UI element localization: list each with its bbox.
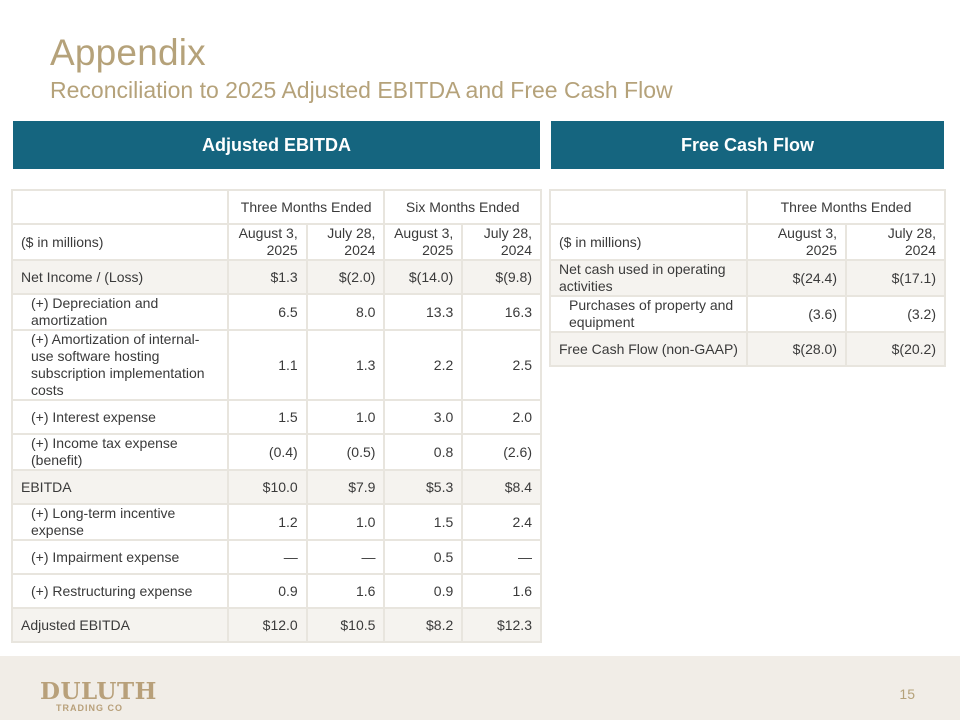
table-cell: 2.0 xyxy=(463,401,540,433)
table-cell: 0.9 xyxy=(229,575,306,607)
duluth-trading-logo-icon xyxy=(40,678,157,718)
row-label: (+) Interest expense xyxy=(13,401,227,433)
unit-label: ($ in millions) xyxy=(551,225,746,259)
table-cell: (2.6) xyxy=(463,435,540,469)
table-cell: 1.1 xyxy=(229,331,306,399)
table-column-header-row xyxy=(551,225,944,259)
table-cell: 0.9 xyxy=(385,575,461,607)
table-cell: (3.6) xyxy=(748,297,845,331)
column-header: July 28, 2024 xyxy=(463,225,540,259)
page-subtitle: Reconciliation to 2025 Adjusted EBITDA and Free Cash Flow xyxy=(50,77,673,103)
row-label: (+) Impairment expense xyxy=(13,541,227,573)
row-label: Net Income / (Loss) xyxy=(13,261,227,293)
table-column-header-row xyxy=(13,225,540,259)
table-cell: $(24.4) xyxy=(748,261,845,295)
table-cell: 6.5 xyxy=(229,295,306,329)
table-cell: 1.2 xyxy=(229,505,306,539)
table-row xyxy=(13,575,540,607)
table-row xyxy=(13,435,540,469)
table-row xyxy=(13,261,540,293)
table-cell: $5.3 xyxy=(385,471,461,503)
table-row xyxy=(13,541,540,573)
footer-bar xyxy=(0,656,960,720)
table-cell: $(9.8) xyxy=(463,261,540,293)
row-label: (+) Restructuring expense xyxy=(13,575,227,607)
row-label: (+) Depreciation and amortization xyxy=(13,295,227,329)
table-cell: $8.2 xyxy=(385,609,461,641)
three-months-ended-header: Three Months Ended xyxy=(748,191,944,223)
row-label: Net cash used in operating activities xyxy=(551,261,746,295)
table-corner-cell xyxy=(13,191,227,223)
table-row xyxy=(13,471,540,503)
table-cell: 1.6 xyxy=(308,575,384,607)
table-cell: 0.8 xyxy=(385,435,461,469)
table-cell: 1.0 xyxy=(308,505,384,539)
unit-label: ($ in millions) xyxy=(13,225,227,259)
table-cell: $10.5 xyxy=(308,609,384,641)
table-group-header-row xyxy=(13,191,540,223)
table-cell: $(28.0) xyxy=(748,333,845,365)
table-group-header-row xyxy=(551,191,944,223)
table-cell: $12.3 xyxy=(463,609,540,641)
table-row xyxy=(13,401,540,433)
table-row xyxy=(551,261,944,295)
table-cell: $10.0 xyxy=(229,471,306,503)
table-row xyxy=(13,295,540,329)
table-corner-cell xyxy=(551,191,746,223)
column-header: August 3, 2025 xyxy=(385,225,461,259)
row-label: Adjusted EBITDA xyxy=(13,609,227,641)
table-cell: $7.9 xyxy=(308,471,384,503)
row-label: EBITDA xyxy=(13,471,227,503)
table-cell: 13.3 xyxy=(385,295,461,329)
table-cell: 2.4 xyxy=(463,505,540,539)
column-header: August 3, 2025 xyxy=(229,225,306,259)
table-cell: 1.3 xyxy=(308,331,384,399)
free-cash-flow-table xyxy=(549,189,946,367)
three-months-ended-header: Three Months Ended xyxy=(229,191,384,223)
table-cell: 8.0 xyxy=(308,295,384,329)
row-label: (+) Amortization of internal-use software hosting subscription implementation costs xyxy=(13,331,227,399)
logo-wordmark: DULUTH xyxy=(40,678,157,705)
table-cell: $(20.2) xyxy=(847,333,944,365)
table-cell: 1.5 xyxy=(385,505,461,539)
table-cell: $(14.0) xyxy=(385,261,461,293)
table-cell: — xyxy=(229,541,306,573)
table-row xyxy=(551,333,944,365)
table-cell: 1.0 xyxy=(308,401,384,433)
column-header: August 3, 2025 xyxy=(748,225,845,259)
column-header: July 28, 2024 xyxy=(847,225,944,259)
page-title: Appendix xyxy=(50,32,206,73)
table-cell: 2.2 xyxy=(385,331,461,399)
table-row xyxy=(13,505,540,539)
table-cell: $(17.1) xyxy=(847,261,944,295)
adjusted-ebitda-table xyxy=(11,189,542,643)
table-cell: 2.5 xyxy=(463,331,540,399)
table-cell: 16.3 xyxy=(463,295,540,329)
table-cell: 1.6 xyxy=(463,575,540,607)
row-label: (+) Income tax expense (benefit) xyxy=(13,435,227,469)
six-months-ended-header: Six Months Ended xyxy=(385,191,540,223)
adjusted-ebitda-header: Adjusted EBITDA xyxy=(13,121,540,169)
page-number: 15 xyxy=(899,686,915,702)
table-cell: — xyxy=(463,541,540,573)
row-label: Free Cash Flow (non-GAAP) xyxy=(551,333,746,365)
table-row xyxy=(13,609,540,641)
table-cell: $12.0 xyxy=(229,609,306,641)
table-cell: 0.5 xyxy=(385,541,461,573)
table-cell: — xyxy=(308,541,384,573)
table-row xyxy=(13,331,540,399)
free-cash-flow-header: Free Cash Flow xyxy=(551,121,944,169)
table-cell: 3.0 xyxy=(385,401,461,433)
table-cell: 1.5 xyxy=(229,401,306,433)
table-cell: $(2.0) xyxy=(308,261,384,293)
table-cell: (0.5) xyxy=(308,435,384,469)
logo-subtext: TRADING CO xyxy=(56,703,123,713)
table-cell: $1.3 xyxy=(229,261,306,293)
table-row xyxy=(551,297,944,331)
column-header: July 28, 2024 xyxy=(308,225,384,259)
table-cell: (3.2) xyxy=(847,297,944,331)
table-cell: $8.4 xyxy=(463,471,540,503)
row-label: Purchases of property and equipment xyxy=(551,297,746,331)
row-label: (+) Long-term incentive expense xyxy=(13,505,227,539)
table-cell: (0.4) xyxy=(229,435,306,469)
